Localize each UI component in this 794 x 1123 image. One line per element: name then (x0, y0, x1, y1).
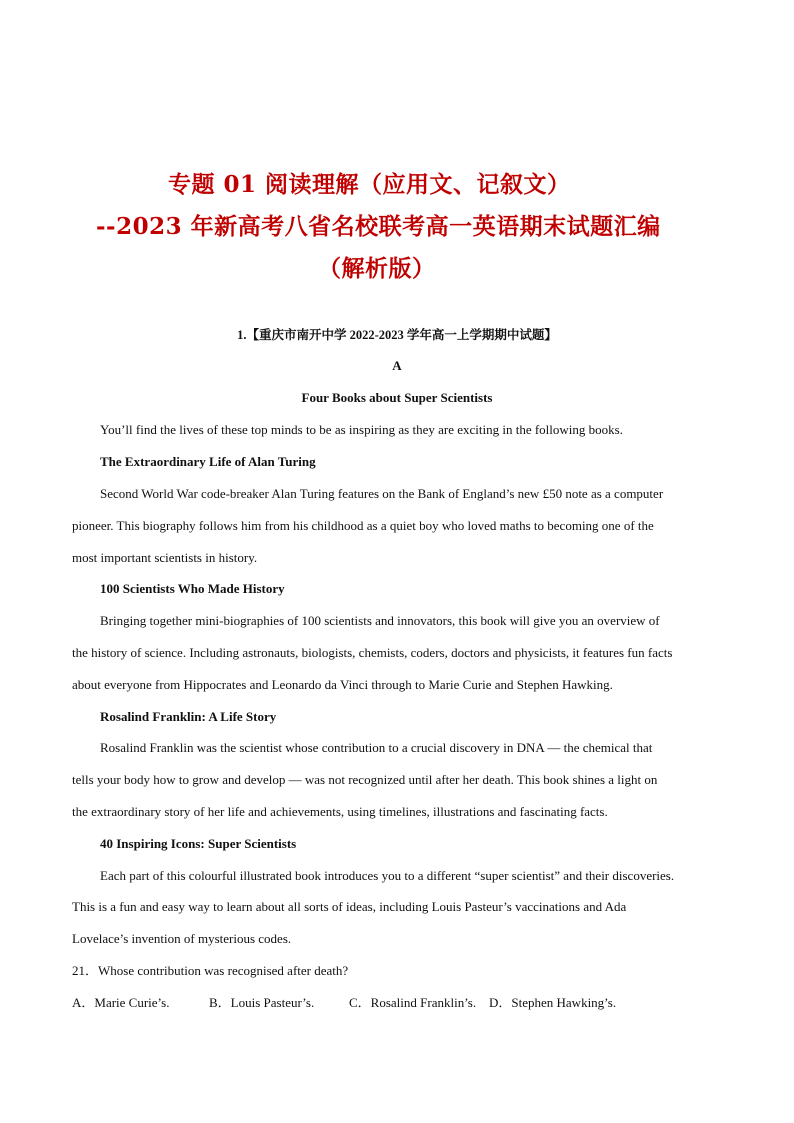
book-heading: Rosalind Franklin: A Life Story (100, 709, 277, 724)
doc-title-line-2: --2023 年新高考八省名校联考高一英语期末试题汇编 (96, 213, 661, 240)
article-intro: You’ll find the lives of these top minds to be as inspiring as they are exciting in the following books. (100, 422, 623, 437)
book-text-line: Second World War code-breaker Alan Turing features on the Bank of England’s new £50 note as a computer (100, 486, 664, 501)
book-heading: 40 Inspiring Icons: Super Scientists (100, 836, 297, 851)
book-heading: 100 Scientists Who Made History (100, 581, 285, 596)
section-letter: A (392, 358, 402, 373)
book-text-line: the history of science. Including astronauts, biologists, chemists, coders, doctors and physicists, it features fun facts (72, 645, 673, 660)
book-text-line: Each part of this colourful illustrated book introduces you to a different “super scientist” and their discoveries. (100, 868, 675, 883)
question-stem: 21．Whose contribution was recognised after death? (72, 963, 349, 978)
book-text-line: Lovelace’s invention of mysterious codes. (72, 931, 292, 946)
option-b: B．Louis Pasteur’s. (209, 995, 315, 1010)
article-title: Four Books about Super Scientists (301, 390, 493, 405)
answer-options (72, 995, 722, 1011)
book-text-line: Rosalind Franklin was the scientist whose contribution to a crucial discovery in DNA — the chemical that (100, 740, 653, 755)
option-a: A．Marie Curie’s. (72, 995, 170, 1010)
book-text-line: pioneer. This biography follows him from his childhood as a quiet boy who loved maths to becoming one of the (72, 518, 654, 533)
doc-title-line-3: （解析版） (318, 255, 436, 282)
book-heading: The Extraordinary Life of Alan Turing (100, 454, 316, 469)
book-text-line: tells your body how to grow and develop — was not recognized until after her death. This book shines a light on (72, 772, 658, 787)
option-c: C．Rosalind Franklin’s. (349, 995, 477, 1010)
book-text-line: most important scientists in history. (72, 550, 258, 565)
book-text-line: about everyone from Hippocrates and Leonardo da Vinci through to Marie Curie and Stephen Hawking. (72, 677, 613, 692)
book-text-line: Bringing together mini-biographies of 100 scientists and innovators, this book will give you an overview of (100, 613, 660, 628)
question-source-header: 1.【重庆市南开中学 2022-2023 学年高一上学期期中试题】 (237, 328, 557, 342)
book-text-line: This is a fun and easy way to learn about all sorts of ideas, including Louis Pasteur’s vaccinations and Ada (72, 899, 627, 914)
option-d: D．Stephen Hawking’s. (489, 995, 617, 1010)
book-text-line: the extraordinary story of her life and achievements, using timelines, illustrations and fascinating facts. (72, 804, 608, 819)
doc-title-line-1: 专题 01 阅读理解（应用文、记叙文） (168, 171, 571, 198)
